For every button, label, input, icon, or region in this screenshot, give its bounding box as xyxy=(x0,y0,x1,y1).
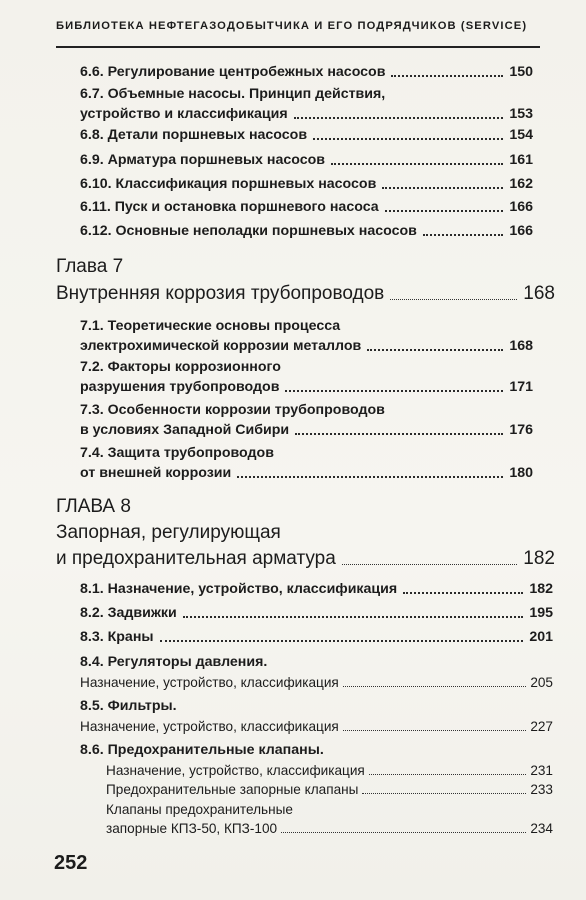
toc-entry-title: 7.3. Особенности коррозии трубопроводов xyxy=(80,402,385,418)
toc-entry-page: 168 xyxy=(509,338,533,354)
chapter-7-label: Глава 7 xyxy=(56,256,124,277)
chapter-page: 168 xyxy=(523,283,555,304)
toc-entry-page: 233 xyxy=(530,782,553,797)
toc-entry-8-5 xyxy=(80,696,553,716)
running-head: БИБЛИОТЕКА НЕФТЕГАЗОДОБЫТЧИКА И ЕГО ПОДРЯДЧИКОВ (SERVICE) xyxy=(56,20,528,32)
toc-subentry-8-6-2 xyxy=(106,780,553,799)
dot-leader xyxy=(391,74,503,77)
toc-entry-8-3 xyxy=(80,627,553,647)
toc-entry-8-6 xyxy=(80,740,553,760)
dot-leader xyxy=(362,792,526,794)
dot-leader xyxy=(331,162,503,165)
toc-entry-page: 176 xyxy=(509,422,533,438)
dot-leader xyxy=(382,186,503,189)
dot-leader xyxy=(183,615,524,618)
chapter-8-label: ГЛАВА 8 xyxy=(56,496,131,517)
toc-entry-6-6 xyxy=(80,62,533,82)
toc-entry-8-1 xyxy=(80,579,553,599)
toc-entry-title: 6.6. Регулирование центробежных насосов xyxy=(80,64,386,80)
toc-entry-title: 7.2. Факторы коррозионного xyxy=(80,359,281,375)
toc-entry-7-1 xyxy=(80,316,533,356)
dot-leader xyxy=(342,563,518,565)
toc-subentry-8-6-3 xyxy=(106,800,553,838)
chapter-8-title-line1: Запорная, регулирующая xyxy=(56,522,281,543)
toc-entry-8-2 xyxy=(80,603,553,623)
toc-entry-title: 8.4. Регуляторы давления. xyxy=(80,654,268,670)
toc-entry-page: 180 xyxy=(509,465,533,481)
chapter-title: Внутренняя коррозия трубопроводов xyxy=(56,283,385,304)
dot-leader xyxy=(237,475,503,478)
dot-leader xyxy=(423,233,503,236)
toc-entry-title: 7.1. Теоретические основы процесса xyxy=(80,318,341,334)
dot-leader xyxy=(385,209,504,212)
toc-entry-title: 8.5. Фильтры. xyxy=(80,698,177,714)
toc-entry-title: 7.4. Защита трубопроводов xyxy=(80,445,274,461)
toc-entry-8-5-sub xyxy=(80,717,553,736)
toc-entry-page: 234 xyxy=(530,821,553,836)
toc-entry-title: 6.10. Классификация поршневых насосов xyxy=(80,176,377,192)
toc-entry-title: 8.2. Задвижки xyxy=(80,605,177,621)
toc-entry-title: 8.1. Назначение, устройство, классификация xyxy=(80,581,398,597)
dot-leader xyxy=(295,432,503,435)
chapter-title: и предохранительная арматура xyxy=(56,548,336,569)
header-rule xyxy=(56,46,540,48)
toc-entry-page: 195 xyxy=(529,605,553,621)
toc-entry-page: 231 xyxy=(530,763,553,778)
dot-leader xyxy=(403,591,523,594)
dot-leader xyxy=(367,348,503,351)
toc-entry-page: 154 xyxy=(509,127,533,143)
toc-entry-title-cont: электрохимической коррозии металлов xyxy=(80,338,362,354)
toc-entry-page: 162 xyxy=(509,176,533,192)
toc-entry-title-cont: разрушения трубопроводов xyxy=(80,379,280,395)
toc-entry-title: 6.9. Арматура поршневых насосов xyxy=(80,152,325,168)
chapter-7-title xyxy=(56,281,555,306)
toc-entry-title-cont: устройство и классификация xyxy=(80,106,288,122)
toc-entry-page: 227 xyxy=(530,719,553,734)
toc-entry-subtitle: Назначение, устройство, классификация xyxy=(80,675,339,690)
toc-entry-page: 205 xyxy=(530,675,553,690)
toc-subentry-title: Предохранительные запорные клапаны xyxy=(106,782,359,797)
toc-entry-subtitle: Назначение, устройство, классификация xyxy=(80,719,339,734)
dot-leader xyxy=(343,685,527,687)
toc-entry-page: 150 xyxy=(509,64,533,80)
toc-entry-page: 201 xyxy=(529,629,553,645)
toc-entry-title: 8.6. Предохранительные клапаны. xyxy=(80,742,324,758)
toc-subentry-8-6-1 xyxy=(106,761,553,780)
toc-subentry-title-cont: запорные КПЗ-50, КПЗ-100 xyxy=(106,821,278,836)
chapter-page: 182 xyxy=(523,548,555,569)
toc-entry-8-4-sub xyxy=(80,673,553,692)
dot-leader xyxy=(313,137,503,140)
toc-entry-page: 182 xyxy=(529,581,553,597)
toc-entry-page: 161 xyxy=(509,152,533,168)
toc-subentry-title: Клапаны предохранительные xyxy=(106,802,293,817)
toc-entry-7-3 xyxy=(80,400,533,440)
toc-entry-8-4 xyxy=(80,652,553,672)
toc-entry-6-9 xyxy=(80,150,533,170)
toc-entry-title: 8.3. Краны xyxy=(80,629,154,645)
toc-entry-title: 6.8. Детали поршневых насосов xyxy=(80,127,308,143)
dot-leader xyxy=(294,116,504,119)
toc-entry-7-2 xyxy=(80,357,533,397)
toc-subentry-title: Назначение, устройство, классификация xyxy=(106,763,365,778)
dot-leader xyxy=(343,729,527,731)
toc-entry-page: 166 xyxy=(509,199,533,215)
dot-leader xyxy=(160,639,524,642)
toc-entry-title-cont: в условиях Западной Сибири xyxy=(80,422,290,438)
toc-entry-6-7 xyxy=(80,84,533,124)
toc-entry-page: 153 xyxy=(509,106,533,122)
dot-leader xyxy=(390,298,517,300)
toc-entry-7-4 xyxy=(80,443,533,483)
dot-leader xyxy=(285,389,503,392)
toc-entry-6-11 xyxy=(80,197,533,217)
page-number: 252 xyxy=(54,852,88,874)
dot-leader xyxy=(281,831,526,833)
chapter-8-title xyxy=(56,546,555,571)
toc-entry-title: 6.7. Объемные насосы. Принцип действия, xyxy=(80,86,386,102)
toc-entry-title: 6.12. Основные неполадки поршневых насосов xyxy=(80,223,417,239)
toc-entry-6-10 xyxy=(80,174,533,194)
dot-leader xyxy=(369,773,527,775)
toc-entry-title: 6.11. Пуск и остановка поршневого насоса xyxy=(80,199,379,215)
toc-entry-page: 171 xyxy=(509,379,533,395)
toc-entry-page: 166 xyxy=(509,223,533,239)
toc-entry-title-cont: от внешней коррозии xyxy=(80,465,232,481)
toc-entry-6-12 xyxy=(80,221,533,241)
toc-entry-6-8 xyxy=(80,125,533,145)
